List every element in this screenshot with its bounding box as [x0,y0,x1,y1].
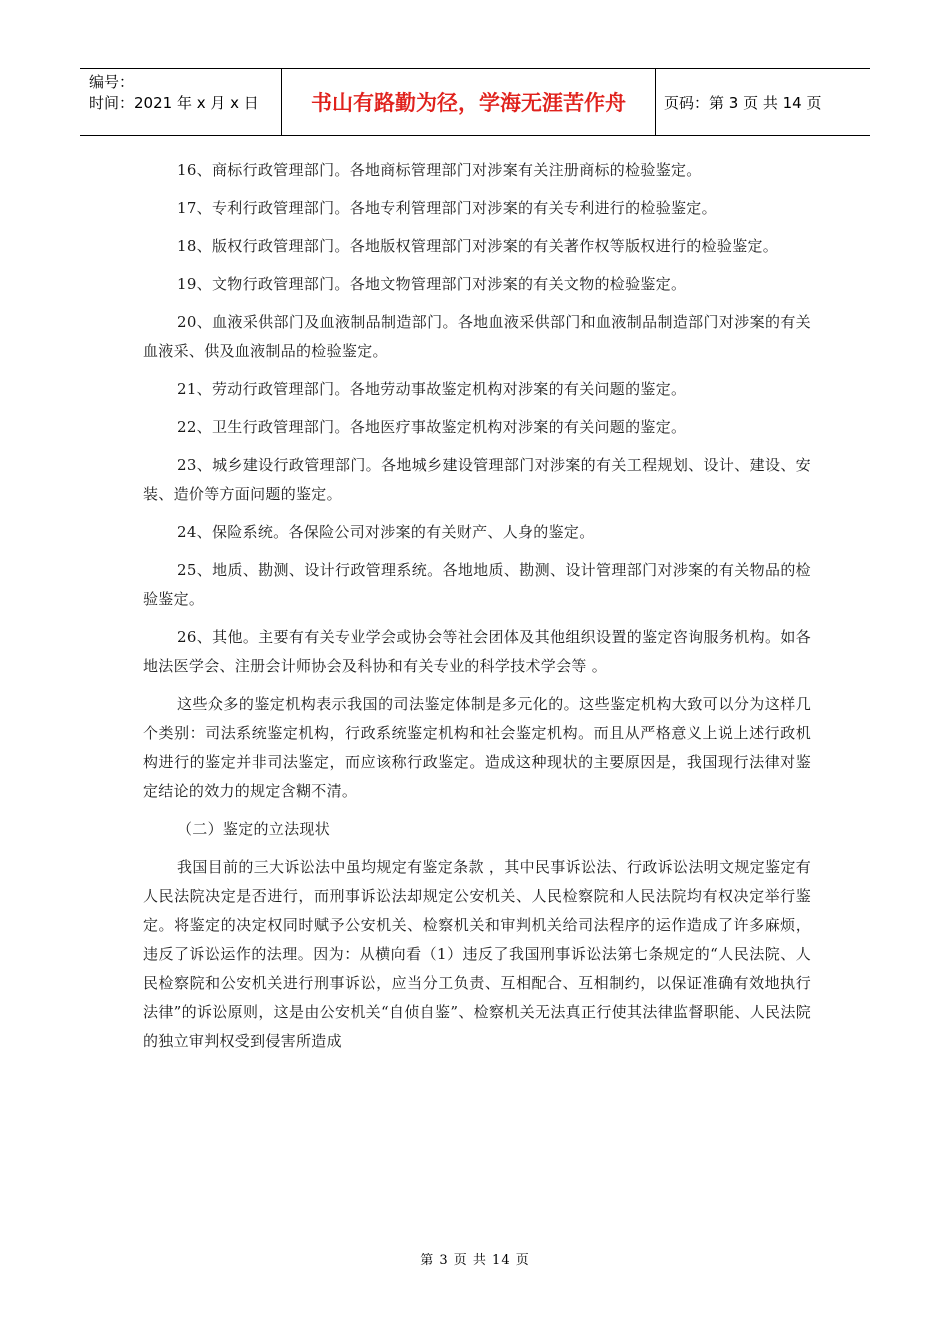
paragraph-24: 24、保险系统。各保险公司对涉案的有关财产、人身的鉴定。 [177,523,595,541]
paragraph-19: 19、文物行政管理部门。各地文物管理部门对涉案的有关文物的检验鉴定。 [177,275,687,293]
paragraph-18: 18、版权行政管理部门。各地版权管理部门对涉案的有关著作权等版权进行的检验鉴定。 [177,237,779,255]
paragraph-17: 17、专利行政管理部门。各地专利管理部门对涉案的有关专利进行的检验鉴定。 [177,199,717,217]
header-page-number: 页码：第 3 页 共 14 页 [664,93,822,112]
header-meta [80,69,282,135]
paragraph-legislation: 我国目前的三大诉讼法中虽均规定有鉴定条款 ，其中民事诉讼法、行政诉讼法明文规定鉴定有人民法院决定是否进行，而刑事诉讼法却规定公安机关、人民检察院和人民法院均有权决定举行鉴定。将鉴定的决定权同时赋予公安机关、检察机关和审判机关给司法程序的运作造成了许多麻烦，违反了诉讼运作的法理。因为：从横向看（1）违反了我国刑事诉讼法第七条规定的“人民法院、人民检察院和公安机关进行刑事诉讼，应当分工负责、互相配合、互相制约，以保证准确有效地执行法律”的诉讼原则，这是由公安机关“自侦自鉴”、检察机关无法真正行使其法律监督职能、人民法院的独立审判权受到侵害所造成 [143,858,811,1050]
paragraph-26: 26、其他。主要有有关专业学会或协会等社会团体及其他组织设置的鉴定咨询服务机构。如各地法医学会、注册会计师协会及科协和有关专业的科学技术学会等 。 [143,628,811,675]
paragraph-21: 21、劳动行政管理部门。各地劳动事故鉴定机构对涉案的有关问题的鉴定。 [177,380,687,398]
header-motto: 书山有路勤为径，学海无涯苦作舟 [282,69,656,135]
paragraph-25: 25、地质、勘测、设计行政管理系统。各地地质、勘测、设计管理部门对涉案的有关物品的检验鉴定。 [143,561,811,608]
page-footer: 第 3 页 共 14 页 [420,1253,530,1268]
paragraph-23: 23、城乡建设行政管理部门。各地城乡建设管理部门对涉案的有关工程规划、设计、建设、安装、造价等方面问题的鉴定。 [143,456,811,503]
paragraph-16: 16、商标行政管理部门。各地商标管理部门对涉案有关注册商标的检验鉴定。 [177,161,702,179]
header-table [80,68,870,136]
document-number-label: 编号： [89,73,135,91]
document-body [143,156,811,1056]
section-heading: （二）鉴定的立法现状 [177,820,331,838]
paragraph-22: 22、卫生行政管理部门。各地医疗事故鉴定机构对涉案的有关问题的鉴定。 [177,418,687,436]
paragraph-20: 20、血液采供部门及血液制品制造部门。各地血液采供部门和血液制品制造部门对涉案的有关血液采、供及血液制品的检验鉴定。 [143,313,811,360]
paragraph-summary: 这些众多的鉴定机构表示我国的司法鉴定体制是多元化的。这些鉴定机构大致可以分为这样几个类别：司法系统鉴定机构，行政系统鉴定机构和社会鉴定机构。而且从严格意义上说上述行政机构进行的鉴定并非司法鉴定，而应该称行政鉴定。造成这种现状的主要原因是，我国现行法律对鉴定结论的效力的规定含糊不清。 [143,695,811,800]
document-time-label: 时间：2021 年 x 月 x 日 [89,94,259,112]
